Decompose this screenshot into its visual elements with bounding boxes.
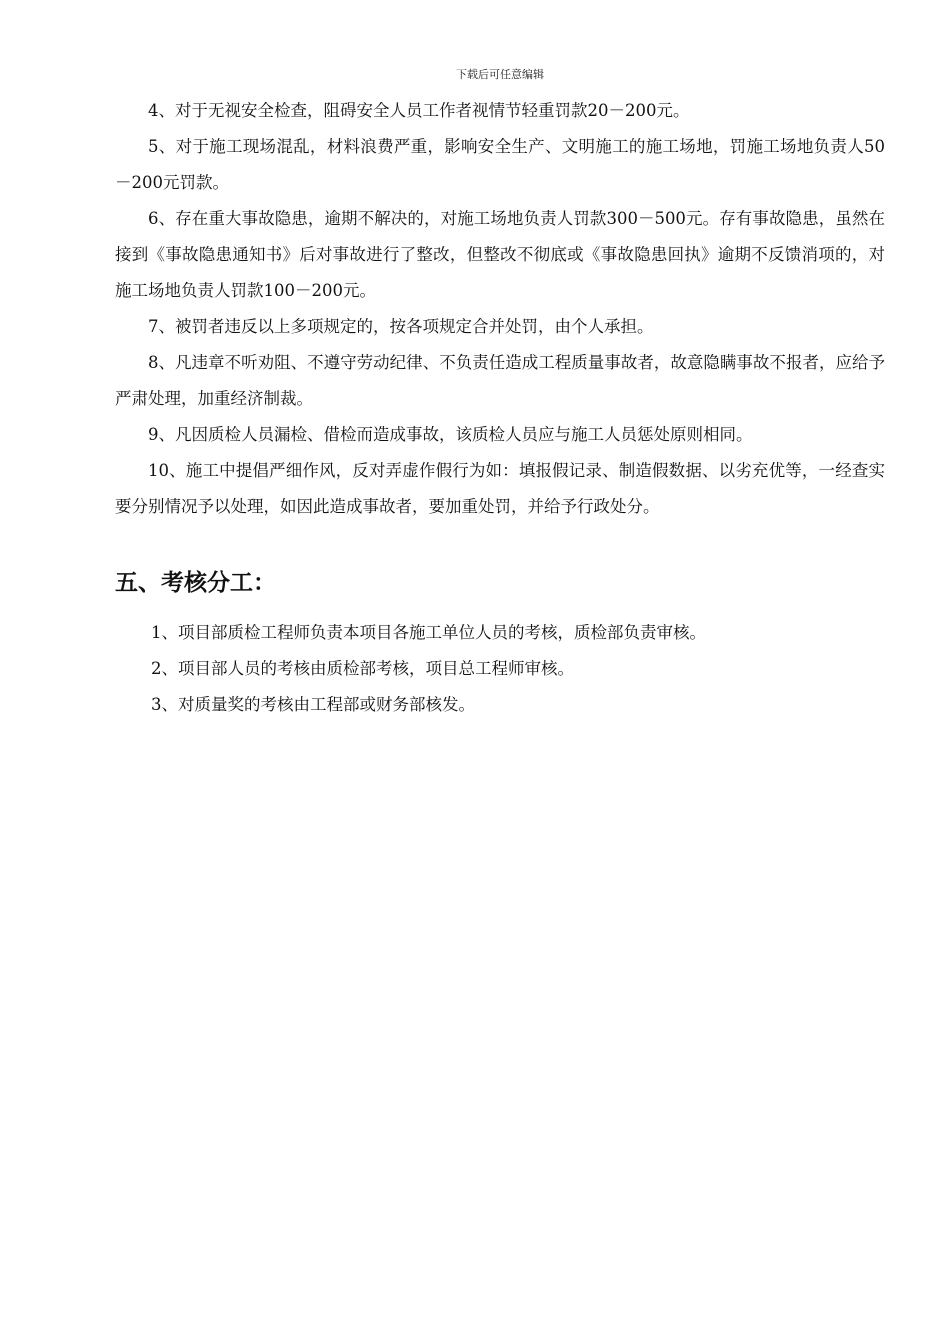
penalty-item-7: 7、被罚者违反以上多项规定的，按各项规定合并处罚，由个人承担。 [148,317,654,336]
assessment-list [115,615,885,723]
header-note: 下载后可任意编辑 [456,68,544,81]
penalty-item-6: 6、存在重大事故隐患，逾期不解决的，对施工场地负责人罚款300－500元。存有事故隐患，虽然在接到《事故隐患通知书》后对事故进行了整改，但整改不彻底或《事故隐患回执》逾期不反馈消项的，对施工场地负责人罚款100－200元。 [115,209,885,300]
document-body [115,93,885,723]
penalty-list [115,93,885,525]
assessment-item-2: 2、项目部人员的考核由质检部考核，项目总工程师审核。 [151,659,574,678]
penalty-item-9: 9、凡因质检人员漏检、借检而造成事故，该质检人员应与施工人员惩处原则相同。 [148,425,753,444]
assessment-item-3: 3、对质量奖的考核由工程部或财务部核发。 [151,695,475,714]
assessment-item-1: 1、项目部质检工程师负责本项目各施工单位人员的考核，质检部负责审核。 [151,623,706,642]
penalty-item-10: 10、施工中提倡严细作风，反对弄虚作假行为如：填报假记录、制造假数据、以劣充优等，一经查实要分别情况予以处理，如因此造成事故者，要加重处罚，并给予行政处分。 [115,461,885,516]
section-title: 五、考核分工： [115,570,276,596]
penalty-item-4: 4、对于无视安全检查，阻碍安全人员工作者视情节轻重罚款20－200元。 [148,101,690,120]
penalty-item-5: 5、对于施工现场混乱，材料浪费严重，影响安全生产、文明施工的施工场地，罚施工场地负责人50－200元罚款。 [115,137,885,192]
penalty-item-8: 8、凡违章不听劝阻、不遵守劳动纪律、不负责任造成工程质量事故者，故意隐瞒事故不报者，应给予严肃处理，加重经济制裁。 [115,353,885,408]
